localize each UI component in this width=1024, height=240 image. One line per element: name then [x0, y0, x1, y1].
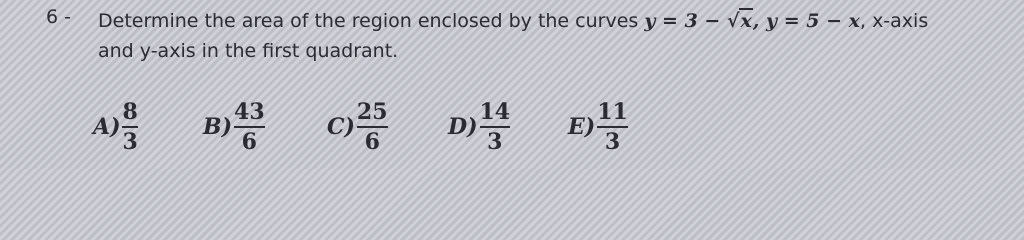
- choice-label: C): [327, 114, 355, 140]
- fraction-bar: [122, 126, 137, 128]
- choice-e[interactable]: [568, 92, 628, 162]
- question-stem: Determine the area of the region enclosed by the curves y = 3 − √x, y = 5 − x, x-axis and y-axis in the first quadrant.: [98, 10, 929, 62]
- fraction: [357, 99, 388, 155]
- choice-b[interactable]: [203, 92, 265, 162]
- question-text-line2: and y-axis in the first quadrant.: [98, 40, 399, 62]
- fraction: [122, 99, 137, 155]
- fraction-bar: [234, 126, 265, 128]
- denominator: 3: [487, 129, 503, 155]
- denominator: 6: [241, 129, 257, 155]
- numerator: 14: [479, 99, 511, 125]
- fraction: [480, 99, 511, 155]
- numerator: 25: [356, 99, 388, 125]
- choice-c[interactable]: [327, 92, 388, 162]
- question-number: 6 -: [46, 6, 71, 28]
- numerator: 8: [122, 99, 138, 125]
- curve-2-equation: y = 5 − x: [766, 10, 860, 32]
- choice-label: A): [93, 114, 121, 140]
- fraction-bar: [480, 126, 511, 128]
- choice-a[interactable]: [93, 92, 138, 162]
- fraction: [597, 99, 628, 155]
- choice-label: E): [568, 114, 596, 140]
- answer-choices: [0, 92, 1024, 162]
- numerator: 43: [234, 99, 265, 125]
- question-text: Determine the area of the region enclosed by the curves: [98, 10, 645, 32]
- fraction: [234, 99, 265, 155]
- choice-d[interactable]: [448, 92, 510, 162]
- question-text-tail: , x-axis: [859, 10, 929, 32]
- numerator: 11: [597, 99, 628, 125]
- denominator: 6: [364, 129, 380, 155]
- denominator: 3: [122, 129, 138, 155]
- denominator: 3: [604, 129, 621, 155]
- fraction-bar: [597, 126, 628, 128]
- choice-label: B): [203, 114, 233, 140]
- choice-label: D): [448, 114, 478, 140]
- fraction-bar: [357, 126, 388, 128]
- curve-1-equation: y = 3 − √x: [644, 10, 752, 32]
